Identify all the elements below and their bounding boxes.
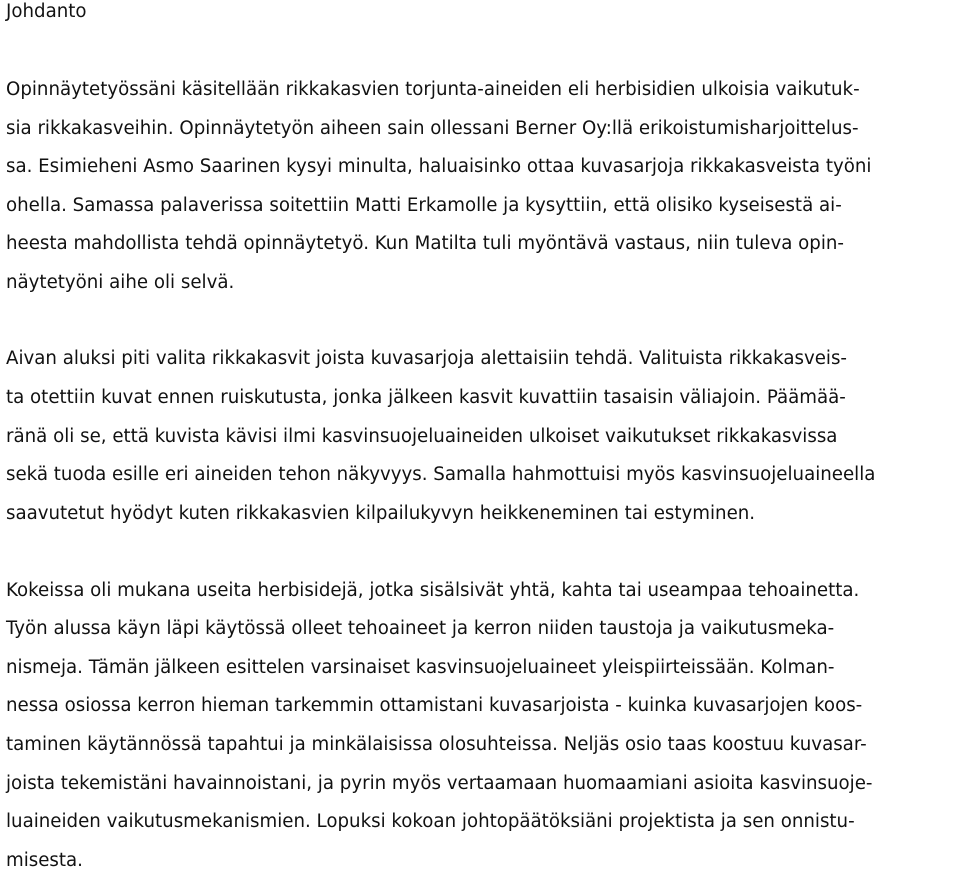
paragraph-2-line-1: Aivan aluksi piti valita rikkakasvit joista kuvasarjoja alettaisiin tehdä. Valituista rikkakasveis- bbox=[6, 348, 847, 369]
paragraph-3-line-4: nessa osiossa kerron hieman tarkemmin ottamistani kuvasarjoista - kuinka kuvasarjojen koos- bbox=[6, 695, 863, 716]
paragraph-2-line-2: ta otettiin kuvat ennen ruiskutusta, jonka jälkeen kasvit kuvattiin tasaisin väliajoin. Päämää- bbox=[6, 387, 846, 408]
paragraph-3-line-6: joista tekemistäni havainnoistani, ja pyrin myös vertaamaan huomaamiani asioita kasvinsuoje- bbox=[6, 773, 873, 794]
paragraph-3-line-7: luaineiden vaikutusmekanismien. Lopuksi kokoan johtopäätöksiäni projektista ja sen onnistu- bbox=[6, 811, 855, 832]
paragraph-1-line-1: Opinnäytetyössäni käsitellään rikkakasvien torjunta-aineiden eli herbisidien ulkoisia vaikutuk- bbox=[6, 79, 860, 100]
paragraph-2-line-4: sekä tuoda esille eri aineiden tehon näkyvyys. Samalla hahmottuisi myös kasvinsuojeluaineella bbox=[6, 464, 876, 485]
paragraph-1-line-6: näytetyöni aihe oli selvä. bbox=[6, 272, 235, 293]
paragraph-1-line-3: sa. Esimieheni Asmo Saarinen kysyi minulta, haluaisinko ottaa kuvasarjoja rikkakasveista työni bbox=[6, 156, 872, 177]
paragraph-3-line-2: Työn alussa käyn läpi käytössä olleet tehoaineet ja kerron niiden taustoja ja vaikutusmeka- bbox=[6, 618, 835, 639]
paragraph-3-line-3: nismeja. Tämän jälkeen esittelen varsinaiset kasvinsuojeluaineet yleispiirteissään. Kolman- bbox=[6, 657, 835, 678]
paragraph-3-line-8: misesta. bbox=[6, 850, 83, 871]
paragraph-1-line-4: ohella. Samassa palaverissa soitettiin Matti Erkamolle ja kysyttiin, että olisiko kyseisestä ai- bbox=[6, 195, 842, 216]
paragraph-2-line-5: saavutetut hyödyt kuten rikkakasvien kilpailukyvyn heikkeneminen tai estyminen. bbox=[6, 503, 756, 524]
paragraph-3-line-1: Kokeissa oli mukana useita herbisidejä, jotka sisälsivät yhtä, kahta tai useampaa tehoainetta. bbox=[6, 580, 860, 601]
paragraph-1-line-2: sia rikkakasveihin. Opinnäytetyön aiheen sain ollessani Berner Oy:llä erikoistumisharjoittelus- bbox=[6, 118, 859, 139]
page-heading: Johdanto bbox=[6, 1, 87, 22]
paragraph-2-line-3: ränä oli se, että kuvista kävisi ilmi kasvinsuojeluaineiden ulkoiset vaikutukset rikkakasvissa bbox=[6, 426, 838, 447]
paragraph-1-line-5: heesta mahdollista tehdä opinnäytetyö. Kun Matilta tuli myöntävä vastaus, niin tuleva opin- bbox=[6, 233, 844, 254]
paragraph-3-line-5: taminen käytännössä tapahtui ja minkälaisissa olosuhteissa. Neljäs osio taas koostuu kuvasar- bbox=[6, 734, 867, 755]
